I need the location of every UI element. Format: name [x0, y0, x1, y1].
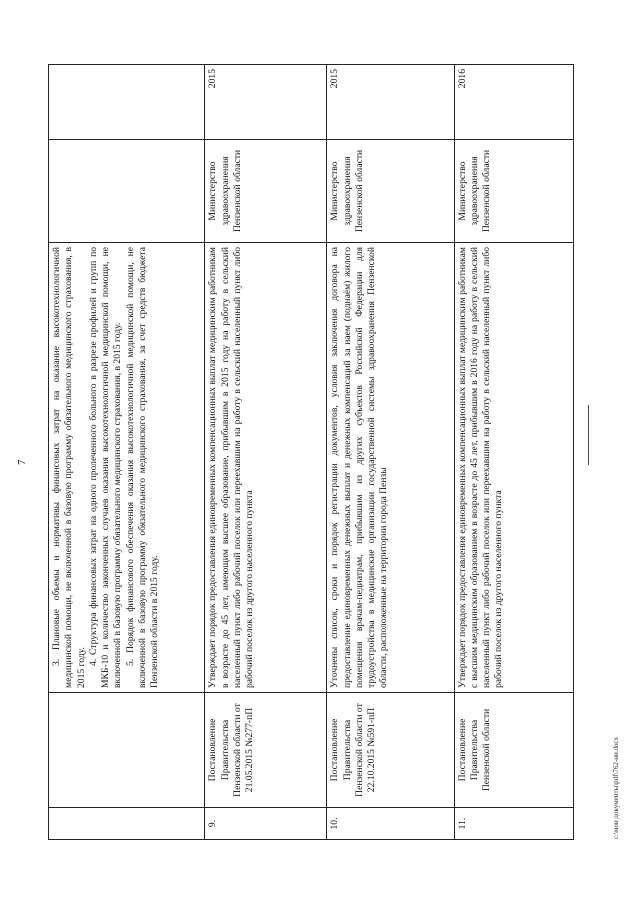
document-cell: Постановление Правительства Пензенской области от 21.05.2015 №277-пП	[205, 693, 327, 808]
documents-table	[48, 64, 574, 840]
document-cell: Постановление Правительства Пензенской области	[454, 693, 573, 808]
content-cell	[454, 243, 573, 693]
table-row	[327, 65, 454, 840]
document-cell	[49, 693, 205, 808]
document-cell: Постановление Правительства Пензенской области от 22.10.2015 №591-пП	[327, 693, 454, 808]
content-paragraph: 3. Плановые объемы и нормативы финансовых затрат на оказание высокотехнологичной медицинской помощи, не включенной в базовую программу обязательного медицинского страхования, в 2015 году.	[51, 247, 87, 688]
executor-cell: Министерство здравоохранения Пензенской области	[205, 140, 327, 243]
year-cell	[49, 65, 205, 140]
year-cell: 2015	[327, 65, 454, 140]
content-paragraph: 4. Структура финансовых затрат на одного пролеченного больного в разрезе профилей и групп по МКБ-10 и количество законченных случаев оказания высокотехнологичной медицинской помощи, не включенной в базовую программу обязательного медицинского страхования, в 2015 году.	[87, 247, 124, 688]
content-paragraph: Утверждает порядок предоставления единовременных компенсационных выплат медицинским работникам в возрасте до 45 лет, имеющим высшее образование, прибывшим в 2015 году на работу в сельский населенный пункт либо рабочий поселок или переехавшим на работу в сельский населенный пункт либо рабочий поселок из другого населенного пункта	[207, 247, 256, 688]
executor-cell	[49, 140, 205, 243]
content-cell	[49, 243, 205, 693]
content-paragraph: Уточнены список, сроки и порядок регистрации документов, условия заключения договора на предоставление единовременных денежных выплат и денежных компенсаций за наем (поднаём) жилого помещения врачам-педиатрам, прибывшим из других субъектов Российской Федерации для трудоустройства в медицинские организации государственной системы здравоохранения Пензенской области, расположенные на территории города Пензы	[329, 247, 390, 688]
content-paragraph: 5. Порядок финансового обеспечения оказания высокотехнологичной медицинской помощи, не включенной в базовую программу обязательного медицинского страхования, за счет средств бюджета Пензенской области в 2015 году.	[124, 247, 161, 688]
footer-divider	[588, 405, 589, 465]
year-cell: 2016	[454, 65, 573, 140]
footer-file-path: c:\мои документы\pdf\762-ни.docx	[612, 736, 620, 839]
row-number: 11.	[454, 808, 573, 840]
content-cell	[205, 243, 327, 693]
page-number: 7	[16, 459, 28, 465]
table-row	[454, 65, 573, 840]
content-cell	[327, 243, 454, 693]
table-row	[205, 65, 327, 840]
year-cell: 2015	[205, 65, 327, 140]
content-paragraph: Утверждает порядок предоставления единовременных компенсационных выплат медицинским работникам с высшим медицинским образованием в возрасте до 45 лет, прибывшим в 2016 году на работу в сельский населенный пункт либо рабочий поселок или переехавшим на работу в сельский населенный пункт либо рабочий поселок из другого населенного пункта	[456, 247, 505, 688]
row-number: 9.	[205, 808, 327, 840]
executor-cell: Министерство здравоохранения Пензенской области	[327, 140, 454, 243]
row-number: 10.	[327, 808, 454, 840]
row-number	[49, 808, 205, 840]
executor-cell: Министерство здравоохранения Пензенской области	[454, 140, 573, 243]
table-row	[49, 65, 205, 840]
